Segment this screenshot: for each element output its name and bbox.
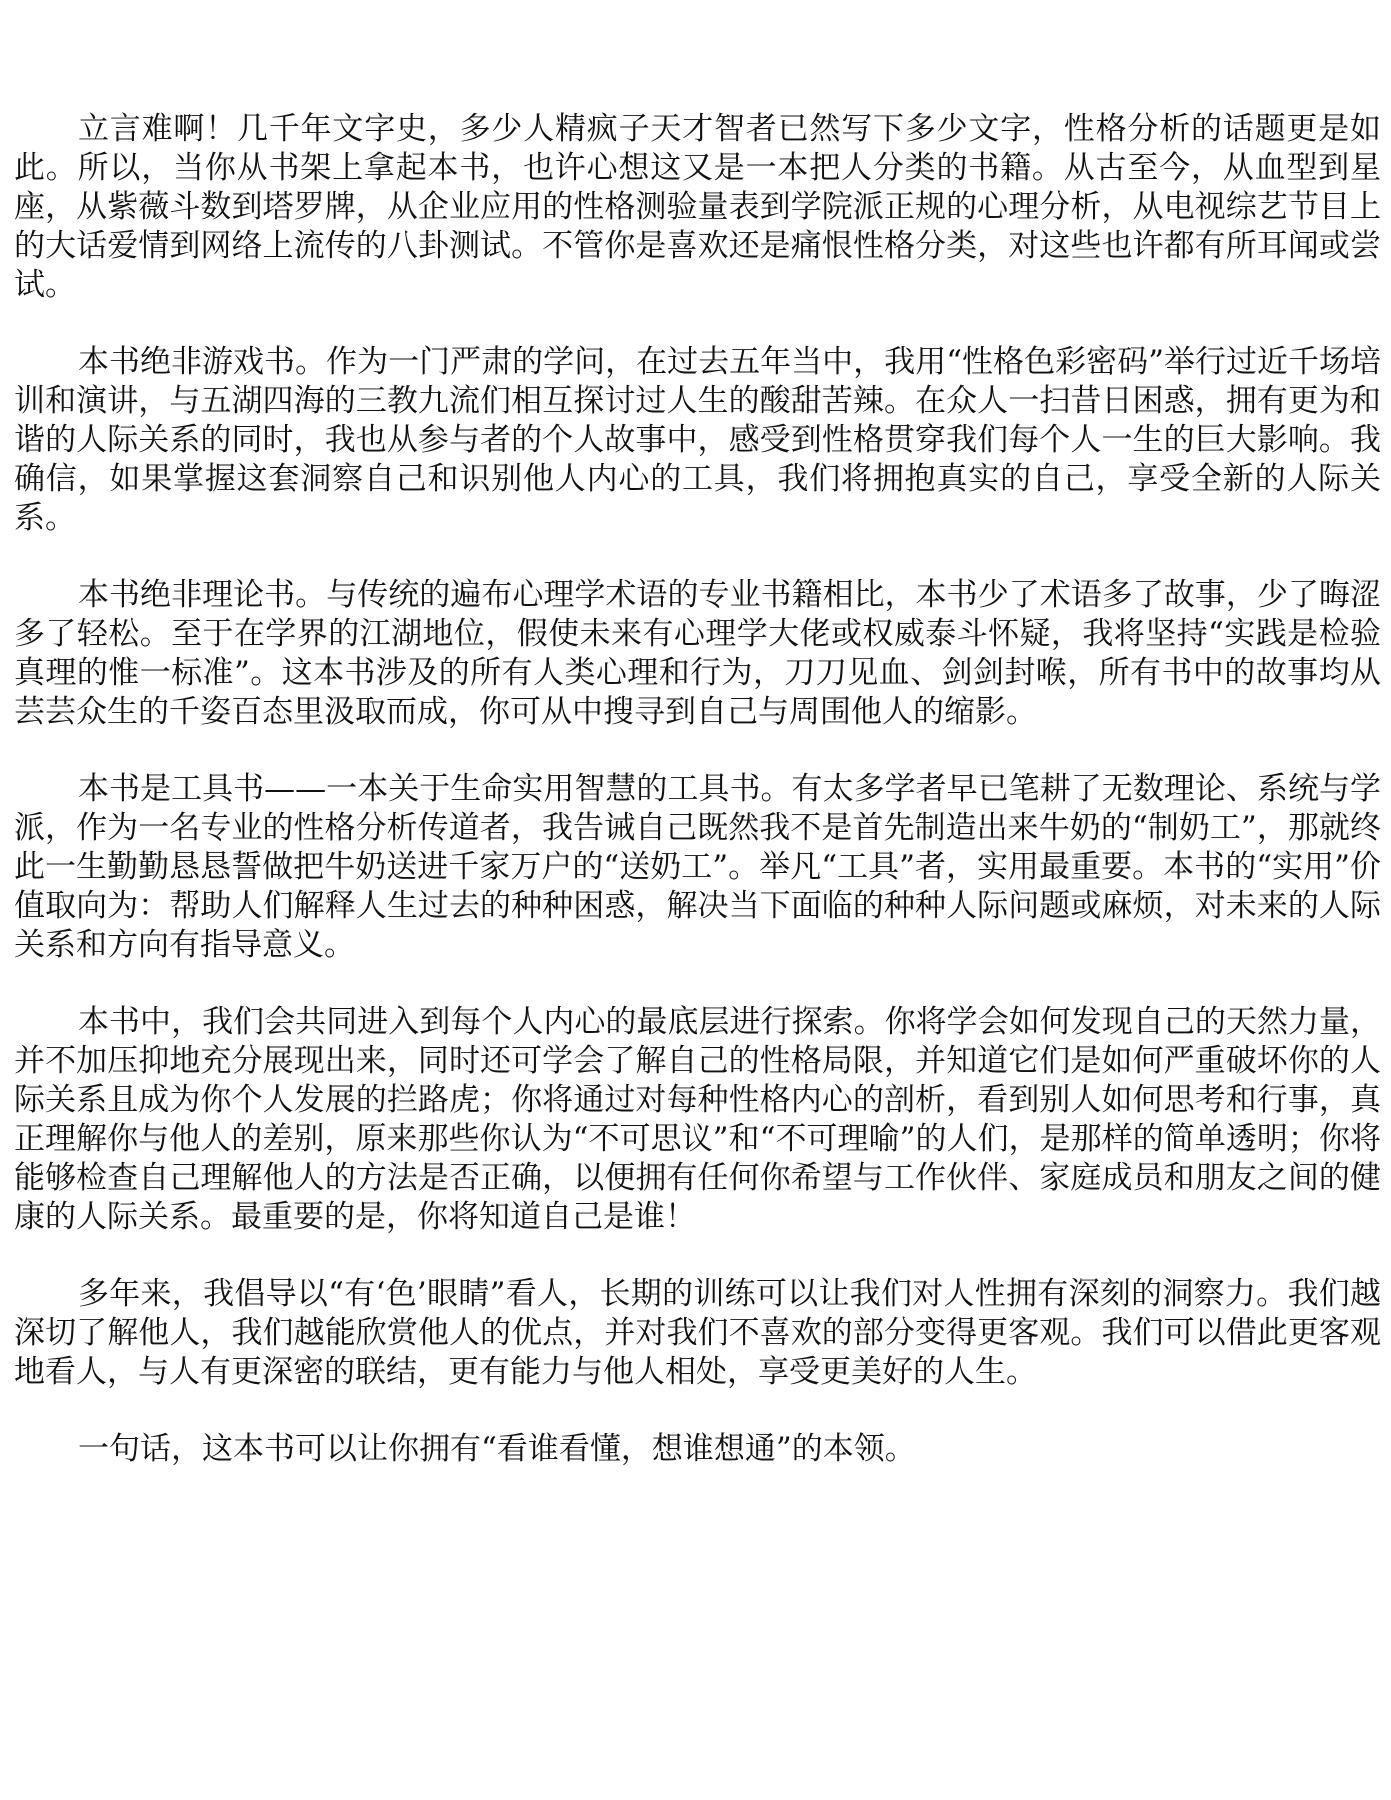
paragraph-3: 本书绝非理论书。与传统的遍布心理学术语的专业书籍相比，本书少了术语多了故事，少了晦涩多了轻松。至于在学界的江湖地位，假使未来有心理学大佬或权威泰斗怀疑，我将坚持“实践是检验真理的惟一标准”。这本书涉及的所有人类心理和行为，刀刀见血、剑剑封喉，所有书中的故事均从芸芸众生的千姿百态里汲取而成，你可从中搜寻到自己与周围他人的缩影。: [14, 577, 1381, 730]
paragraph-2: 本书绝非游戏书。作为一门严肃的学问，在过去五年当中，我用“性格色彩密码”举行过近千场培训和演讲，与五湖四海的三教九流们相互探讨过人生的酸甜苦辣。在众人一扫昔日困惑，拥有更为和谐的人际关系的同时，我也从参与者的个人故事中，感受到性格贯穿我们每个人一生的巨大影响。我确信，如果掌握这套洞察自己和识别他人内心的工具，我们将拥抱真实的自己，享受全新的人际关系。: [14, 344, 1381, 536]
paragraph-6: 多年来，我倡导以“有‘色’眼睛”看人，长期的训练可以让我们对人性拥有深刻的洞察力。我们越深切了解他人，我们越能欣赏他人的优点，并对我们不喜欢的部分变得更客观。我们可以借此更客观地看人，与人有更深密的联结，更有能力与他人相处，享受更美好的人生。: [14, 1276, 1381, 1390]
paragraph-5: 本书中，我们会共同进入到每个人内心的最底层进行探索。你将学会如何发现自己的天然力量，并不加压抑地充分展现出来，同时还可学会了解自己的性格局限，并知道它们是如何严重破坏你的人际关系且成为你个人发展的拦路虎；你将通过对每种性格内心的剖析，看到别人如何思考和行事，真正理解你与他人的差别，原来那些你认为“不可思议”和“不可理喻”的人们，是那样的简单透明；你将能够检查自己理解他人的方法是否正确，以便拥有任何你希望与工作伙伴、家庭成员和朋友之间的健康的人际关系。最重要的是，你将知道自己是谁！: [14, 1004, 1381, 1235]
paragraph-4: 本书是工具书——一本关于生命实用智慧的工具书。有太多学者早已笔耕了无数理论、系统与学派，作为一名专业的性格分析传道者，我告诫自己既然我不是首先制造出来牛奶的“制奶工”，那就终此一生勤勤恳恳誓做把牛奶送进千家万户的“送奶工”。举凡“工具”者，实用最重要。本书的“实用”价值取向为：帮助人们解释人生过去的种种困惑，解决当下面临的种种人际问题或麻烦，对未来的人际关系和方向有指导意义。: [14, 771, 1381, 963]
paragraph-1: 立言难啊！几千年文字史，多少人精疯子天才智者已然写下多少文字，性格分析的话题更是如此。所以，当你从书架上拿起本书，也许心想这又是一本把人分类的书籍。从古至今，从血型到星座，从紫薇斗数到塔罗牌，从企业应用的性格测验量表到学院派正规的心理分析，从电视综艺节目上的大话爱情到网络上流传的八卦测试。不管你是喜欢还是痛恨性格分类，对这些也许都有所耳闻或尝试。: [14, 111, 1381, 303]
paragraph-7: 一句话，这本书可以让你拥有“看谁看懂，想谁想通”的本领。: [78, 1431, 916, 1467]
